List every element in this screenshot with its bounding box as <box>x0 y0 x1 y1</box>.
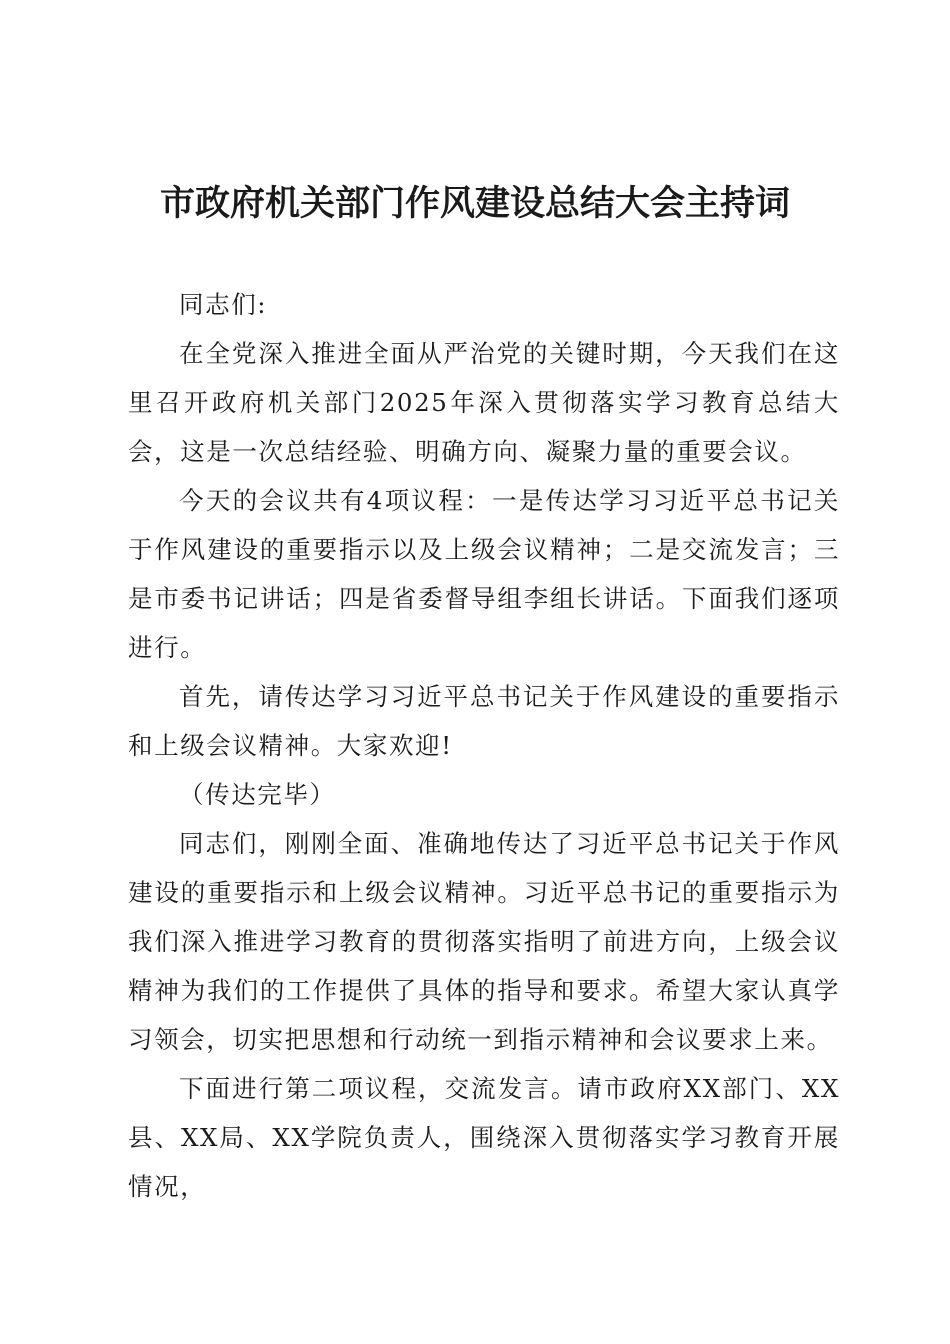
paragraph-summary: 同志们，刚刚全面、准确地传达了习近平总书记关于作风建设的重要指示和上级会议精神。习近平总书记的重要指示为我们深入推进学习教育的贯彻落实指明了前进方向，上级会议精神为我们的工作提供了具体的指导和要求。希望大家认真学习领会，切实把思想和行动统一到指示精神和会议要求上来。 <box>128 829 840 1054</box>
document-body <box>128 280 840 1211</box>
paragraph-first-item: 首先，请传达学习习近平总书记关于作风建设的重要指示和上级会议精神。大家欢迎! <box>128 682 840 760</box>
document-title: 市政府机关部门作风建设总结大会主持词 <box>159 183 790 224</box>
paragraph-note: （传达完毕） <box>179 780 336 809</box>
paragraph-second-item: 下面进行第二项议程，交流发言。请市政府XX部门、XX县、XX局、XX学院负责人，围绕深入贯彻落实学习教育开展情况， <box>128 1074 840 1201</box>
paragraph-opening: 在全党深入推进全面从严治党的关键时期，今天我们在这里召开政府机关部门2025年深入贯彻落实学习教育总结大会，这是一次总结经验、明确方向、凝聚力量的重要会议。 <box>128 339 840 466</box>
paragraph-agenda: 今天的会议共有4项议程：一是传达学习习近平总书记关于作风建设的重要指示以及上级会议精神；二是交流发言；三是市委书记讲话；四是省委督导组李组长讲话。下面我们逐项进行。 <box>128 486 840 662</box>
paragraph-salutation: 同志们: <box>179 290 268 319</box>
